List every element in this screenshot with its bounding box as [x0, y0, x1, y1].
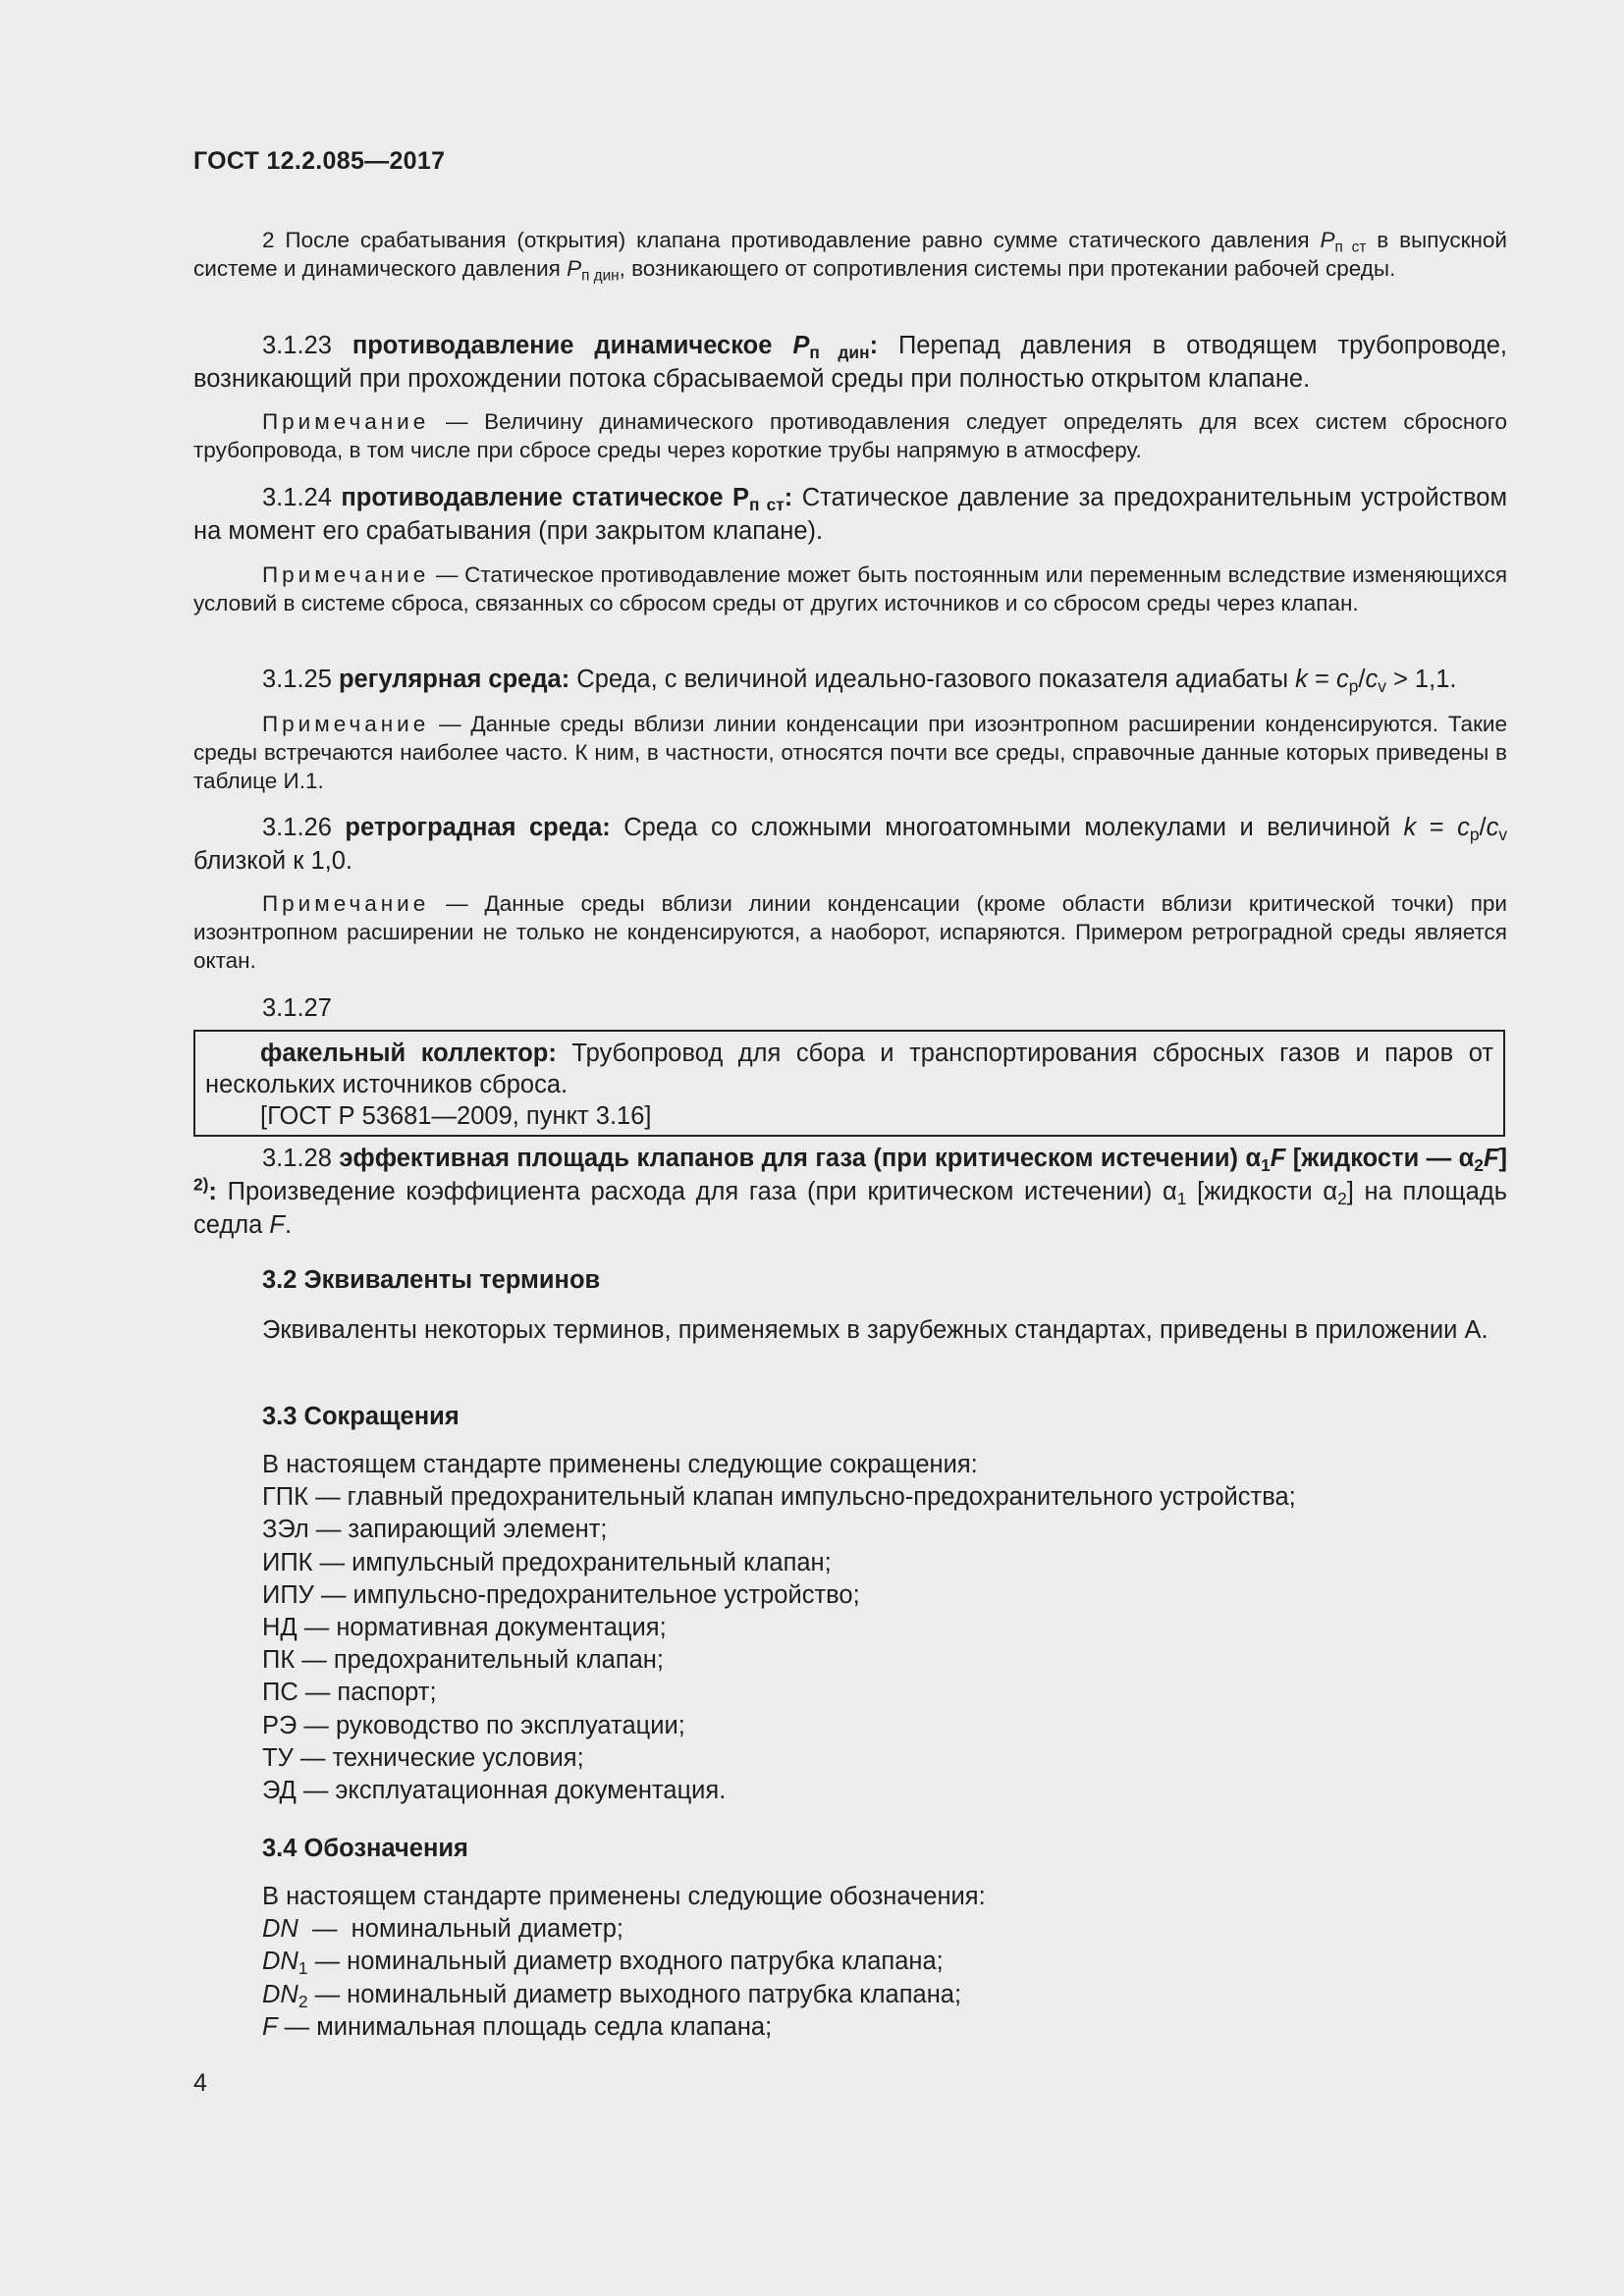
term-3-1-27-number: 3.1.27	[262, 994, 332, 1022]
note-3-1-26: Примечание — Данные среды вблизи линии конденсации (кроме области вблизи критической точки) при изоэнтропном расширении не только не конденсируются, а наоборот, испаряются. Примером ретроградной среды является октан.	[193, 891, 1507, 973]
list-item: ГПК — главный предохранительный клапан импульсно-предохранительного устройства;	[262, 1483, 1296, 1512]
section-3-2-text: Эквиваленты некоторых терминов, применяемых в зарубежных стандартах, приведены в приложении А.	[262, 1316, 1489, 1344]
list-item: ПС — паспорт;	[262, 1679, 437, 1707]
list-item: $DN_1$ — номинальный диаметр входного патрубка клапана;	[262, 1948, 944, 1979]
note-3-1-24: Примечание — Статическое противодавление может быть постоянным или переменным вследствие изменяющихся условий в системе сброса, связанных со сбросом среды от других источников и со сбросом среды через клапан.	[193, 562, 1507, 615]
section-3-2	[193, 1263, 1507, 1347]
list-item: ПК — предохранительный клапан;	[262, 1646, 664, 1675]
list-item: ИПК — импульсный предохранительный клапан;	[262, 1548, 832, 1576]
symbols-intro: В настоящем стандарте применены следующие обозначения:	[262, 1883, 986, 1910]
section-3-3-heading: 3.3 Сокращения	[262, 1403, 460, 1430]
term-3-1-24: 3.1.24 противодавление статическое $P_{п ст}$: Статическое давление за предохранительным устройством на момент его срабатывания (при закрытом клапане).	[193, 484, 1507, 545]
abbreviations-list	[193, 1449, 1507, 1807]
list-item: ИПУ — импульсно-предохранительное устройство;	[262, 1580, 860, 1609]
symbols-list	[193, 1881, 1507, 2044]
abbreviations-intro: В настоящем стандарте применены следующие сокращения:	[262, 1451, 978, 1478]
section-3-4	[193, 1832, 1507, 2044]
list-item: НД — нормативная документация;	[262, 1614, 667, 1642]
term-3-1-27-reference: [ГОСТ Р 53681—2009, пункт 3.16]	[260, 1102, 652, 1130]
section-3-2-heading: 3.2 Эквиваленты терминов	[262, 1266, 601, 1294]
document-header: ГОСТ 12.2.085—2017	[193, 147, 446, 175]
term-3-1-25: 3.1.25 регулярная среда: Среда, с величиной идеально-газового показателя адиабаты $k = c_p/c_v > 1,1$.	[262, 666, 1457, 697]
section-3-3	[193, 1400, 1507, 1807]
term-3-1-23: 3.1.23 противодавление динамическое $P_{п дин}$: Перепад давления в отводящем трубопроводе, возникающий при прохождении потока сбрасываемой среды при полностью открытом клапане.	[193, 332, 1507, 393]
list-item: DN — номинальный диаметр;	[262, 1915, 624, 1944]
note-3-1-23: Примечание — Величину динамического противодавления следует определять для всех систем сбросного трубопровода, в том числе при сбросе среды через короткие трубы напрямую в атмосферу.	[193, 409, 1507, 462]
page-number: 4	[193, 2069, 207, 2097]
list-item: ТУ — технические условия;	[262, 1743, 584, 1772]
list-item: ЭД — эксплуатационная документация.	[262, 1777, 727, 1805]
term-3-1-26: 3.1.26 ретроградная среда: Среда со сложными многоатомными молекулами и величиной $k = c_p/c_v$ близкой к 1,0.	[193, 814, 1508, 875]
list-item: РЭ — руководство по эксплуатации;	[262, 1711, 685, 1739]
note-2: 2 После срабатывания (открытия) клапана противодавление равно сумме статического давления $P_{п ст}$ в выпускной системе и динамического давления $P_{п дин}$, возникающего от сопротивления системы при протекании рабочей среды.	[193, 228, 1507, 285]
list-item: $DN_2$ — номинальный диаметр выходного патрубка клапана;	[262, 1980, 962, 2011]
term-3-1-28: 3.1.28 эффективная площадь клапанов для газа (при критическом истечении) $\alpha_1F$ [жидкости — $\alpha_2F$] $^{2)}$: Произведение коэффициента расхода для газа (при критическом истечении) $\alpha_1$ [жидкости $\alpha_2$] на площадь седла F.	[193, 1145, 1508, 1239]
section-3-4-heading: 3.4 Обозначения	[262, 1835, 468, 1862]
term-3-1-27-box: факельный коллектор: Трубопровод для сбора и транспортирования сбросных газов и паров от нескольких источников сброса. [ГОСТ Р 53681—2009, пункт 3.16]	[193, 1030, 1505, 1137]
list-item: ЗЭл — запирающий элемент;	[262, 1516, 608, 1544]
list-item: F — минимальная площадь седла клапана;	[262, 2012, 773, 2041]
note-3-1-25: Примечание — Данные среды вблизи линии конденсации при изоэнтропном расширении конденсируются. Такие среды встречаются наиболее часто. К ним, в частности, относятся почти все среды, справочные данные которых приведены в таблице И.1.	[193, 712, 1507, 793]
